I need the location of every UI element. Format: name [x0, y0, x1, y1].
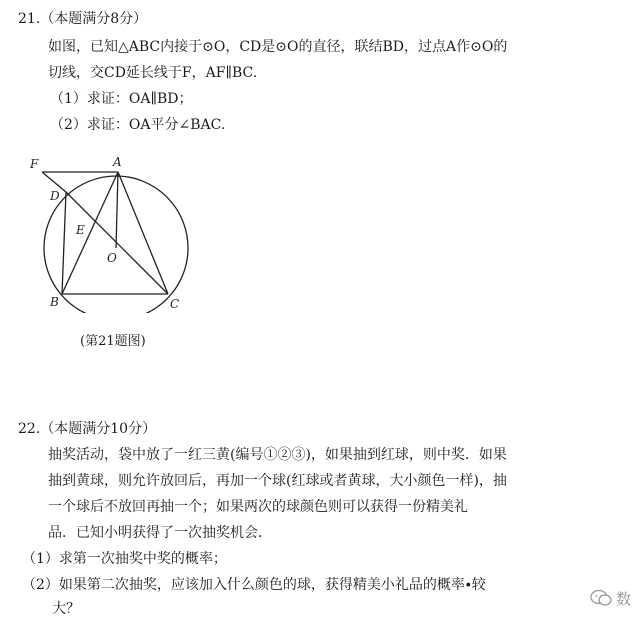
q22-line1: 抽奖活动，袋中放了一红三黄(编号①②③)，如果抽到红球，则中奖．如果: [48, 447, 507, 463]
q22-line3: 一个球后不放回再抽一个；如果两次的球颜色则可以获得一份精美礼: [48, 499, 468, 515]
q21-geometry-figure: [28, 148, 198, 313]
watermark: [588, 584, 640, 612]
q21-line1: 如图，已知△ABC内接于⊙O，CD是⊙O的直径，联结BD，过点A作⊙O的: [48, 39, 508, 55]
label-o: O: [107, 251, 117, 265]
q21-part1: （1）求证：OA∥BD；: [50, 91, 193, 107]
line-ao: [116, 172, 118, 248]
label-d: D: [50, 189, 60, 203]
label-e: E: [76, 223, 85, 237]
label-f: F: [30, 157, 39, 171]
q21-part2: （2）求证：OA平分∠BAC.: [50, 117, 226, 133]
q22-part1: （1）求第一次抽奖中奖的概率；: [22, 551, 227, 567]
label-c: C: [170, 297, 180, 311]
q22-header: 22.（本题满分10分）: [18, 421, 157, 437]
line-ab: [62, 172, 118, 294]
q22-part2-cont: 大？: [52, 601, 80, 617]
q22-part2: （2）如果第二次抽奖，应该加入什么颜色的球，获得精美小礼品的概率∙较: [22, 577, 486, 593]
q21-header: 21.（本题满分8分）: [18, 11, 148, 27]
label-b: B: [50, 295, 59, 309]
q22-line2: 抽到黄球，则允许放回后，再加一个球(红球或者黄球，大小颜色一样)，抽: [48, 473, 507, 489]
watermark-text: 数: [616, 590, 632, 608]
q21-figure-caption: (第21题图): [80, 334, 146, 349]
q21-line2: 切线，交CD延长线于F，AF∥BC.: [48, 65, 258, 81]
label-a: A: [113, 155, 122, 169]
q22-line4: 品．已知小明获得了一次抽奖机会．: [48, 525, 272, 541]
wechat-icon: [590, 588, 612, 608]
line-ac: [118, 172, 168, 294]
line-db: [62, 192, 66, 294]
